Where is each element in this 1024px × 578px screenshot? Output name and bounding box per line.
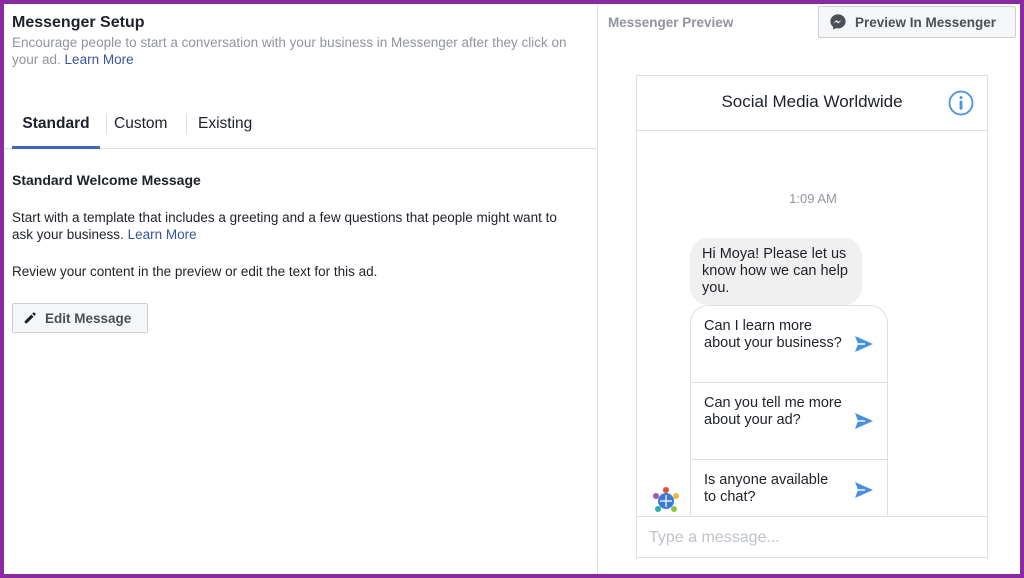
- tab-divider: [106, 114, 107, 134]
- quick-reply-item[interactable]: [691, 383, 887, 460]
- message-input[interactable]: [649, 525, 969, 551]
- send-icon: [853, 479, 875, 501]
- setup-title: Messenger Setup: [12, 14, 145, 31]
- quick-reply-item[interactable]: [691, 306, 887, 383]
- welcome-learn-more-link[interactable]: Learn More: [127, 227, 197, 242]
- message-timestamp: 1:09 AM: [789, 191, 837, 206]
- tab-standard[interactable]: Standard: [12, 100, 100, 149]
- preview-in-messenger-button[interactable]: [818, 6, 1016, 38]
- pencil-icon: [23, 311, 37, 325]
- quick-reply-list: [690, 305, 888, 531]
- setup-description: [12, 34, 572, 68]
- tab-bar: [4, 100, 598, 149]
- quick-reply-text: Can you tell me more about your ad?: [704, 395, 842, 428]
- setup-learn-more-link[interactable]: Learn More: [64, 52, 134, 67]
- send-icon: [853, 410, 875, 432]
- tab-custom[interactable]: Custom: [114, 115, 168, 132]
- messenger-icon: [829, 13, 847, 31]
- quick-reply-text: Is anyone available to chat?: [704, 472, 829, 505]
- send-icon: [853, 333, 875, 355]
- message-composer: [637, 516, 987, 558]
- welcome-message-title: Standard Welcome Message: [12, 172, 201, 188]
- tab-divider: [186, 114, 187, 134]
- messenger-setup-panel: [4, 4, 598, 574]
- welcome-message-description: [12, 209, 572, 243]
- info-icon[interactable]: [948, 90, 974, 116]
- preview-in-messenger-label: Preview In Messenger: [855, 14, 997, 30]
- greeting-bubble: Hi Moya! Please let us know how we can help you.: [690, 238, 862, 305]
- edit-message-button[interactable]: [12, 303, 148, 333]
- welcome-description-text: Start with a template that includes a greeting and a few questions that people might want to ask your business.: [12, 210, 557, 242]
- messenger-preview-window: [636, 75, 988, 558]
- conversation-header: [637, 76, 987, 131]
- page-name: Social Media Worldwide: [721, 92, 903, 111]
- review-text: Review your content in the preview or edit the text for this ad.: [12, 264, 378, 279]
- edit-message-label: Edit Message: [45, 310, 132, 326]
- page-avatar: [651, 486, 681, 516]
- setup-description-text: Encourage people to start a conversation with your business in Messenger after they click on your ad.: [12, 35, 567, 67]
- tab-existing[interactable]: Existing: [198, 115, 253, 132]
- messenger-preview-label: Messenger Preview: [608, 15, 734, 30]
- quick-reply-text: Can I learn more about your business?: [704, 318, 842, 351]
